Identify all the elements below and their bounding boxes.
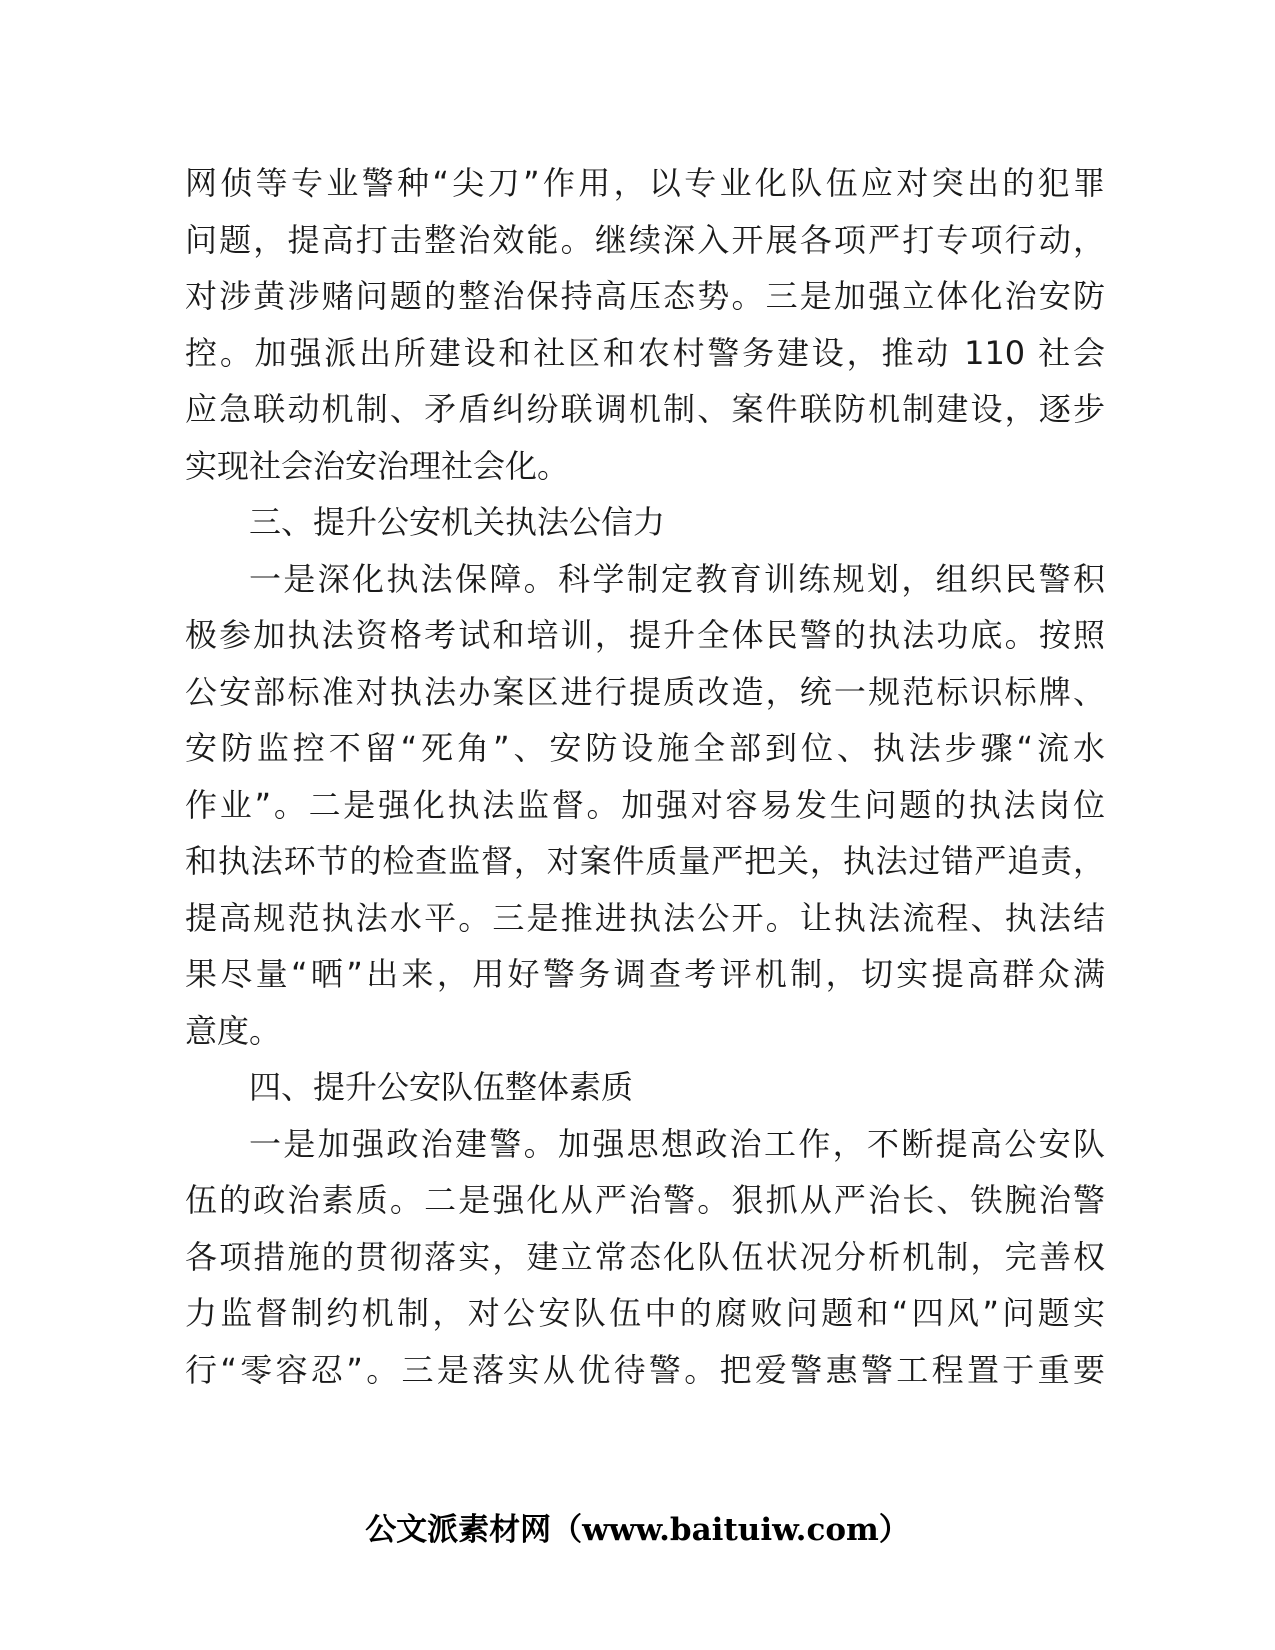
text-line: 各项措施的贯彻落实，建立常态化队伍状况分析机制，完善权 (185, 1237, 1105, 1276)
page-footer: 公文派素材网（www.baituiw.com） (365, 1512, 910, 1548)
text-line: 应急联动机制、矛盾纠纷联调机制、案件联防机制建设，逐步 (185, 390, 1105, 428)
text-line: 提高规范执法水平。三是推进执法公开。让执法流程、执法结 (185, 898, 1105, 937)
text-line: 公安部标准对执法办案区进行提质改造，统一规范标识标牌、 (185, 672, 1105, 711)
text-line: 行“零容忍”。三是落实从优待警。把爱警惠警工程置于重要 (185, 1350, 1105, 1389)
text-line: 和执法环节的检查监督，对案件质量严把关，执法过错严追责， (185, 842, 1105, 880)
text-line: 控。加强派出所建设和社区和农村警务建设，推动 110 社会 (185, 333, 1105, 372)
text-line: 果尽量“晒”出来，用好警务调查考评机制，切实提高群众满 (185, 955, 1105, 993)
text-line: 一是加强政治建警。加强思想政治工作，不断提高公安队 (249, 1124, 1105, 1163)
section-heading: 四、提升公安队伍整体素质 (249, 1068, 634, 1106)
section-heading: 三、提升公安机关执法公信力 (249, 503, 666, 541)
text-line: 一是深化执法保障。科学制定教育训练规划，组织民警积 (249, 559, 1105, 598)
text-line: 意度。 (185, 1011, 282, 1050)
text-line: 实现社会治安治理社会化。 (185, 446, 570, 485)
text-line: 极参加执法资格考试和培训，提升全体民警的执法功底。按照 (185, 616, 1105, 654)
text-line: 问题，提高打击整治效能。继续深入开展各项严打专项行动， (185, 220, 1105, 259)
text-line: 对涉黄涉赌问题的整治保持高压态势。三是加强立体化治安防 (185, 277, 1105, 315)
text-line: 伍的政治素质。二是强化从严治警。狠抓从严治长、铁腕治警 (185, 1181, 1105, 1219)
text-line: 力监督制约机制，对公安队伍中的腐败问题和“四风”问题实 (185, 1294, 1105, 1332)
text-line: 网侦等专业警种“尖刀”作用，以专业化队伍应对突出的犯罪 (185, 164, 1105, 202)
text-line: 作业”。二是强化执法监督。加强对容易发生问题的执法岗位 (185, 785, 1105, 824)
body-text (185, 155, 1105, 1398)
text-line: 安防监控不留“死角”、安防设施全部到位、执法步骤“流水 (185, 729, 1105, 767)
